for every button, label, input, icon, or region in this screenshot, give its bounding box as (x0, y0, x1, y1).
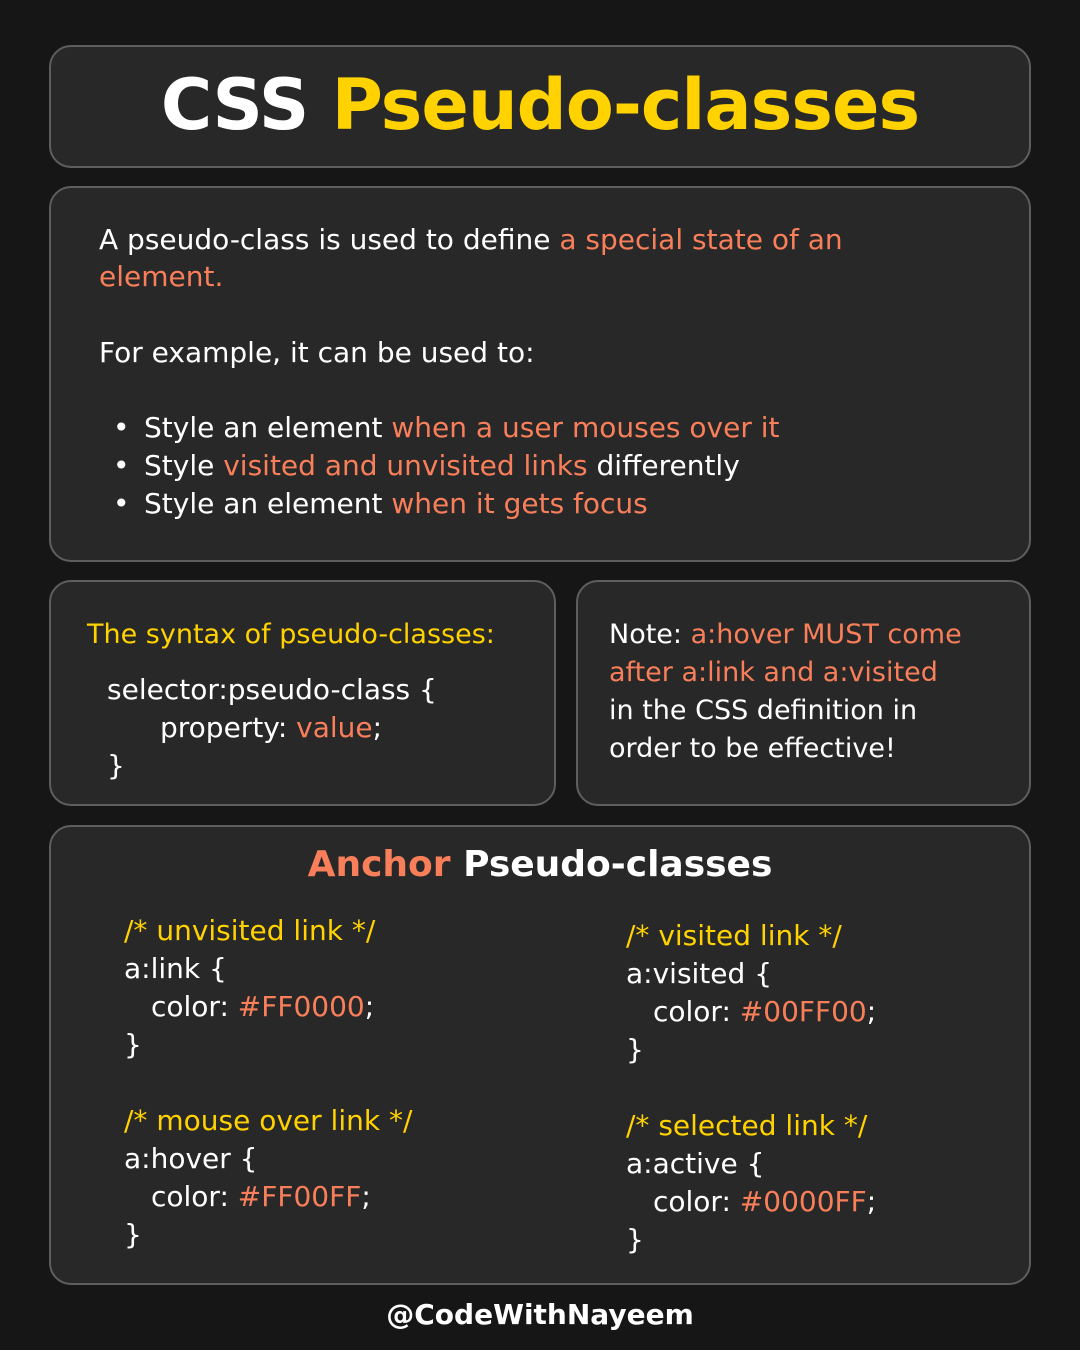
page-title (0, 64, 1080, 146)
bullet-text: Style an element (144, 487, 392, 520)
syntax-value: value (296, 711, 373, 744)
code-value: #0000FF (739, 1185, 867, 1218)
bullet-highlight: when a user mouses over it (391, 411, 780, 444)
bullet-item (144, 485, 648, 523)
anchor-title-highlight: Anchor (307, 844, 451, 885)
title-css: CSS (160, 64, 309, 146)
syntax-line-selector: selector:pseudo-class { (107, 673, 437, 706)
code-prop-name: color: (151, 990, 238, 1023)
bullet-dot: • (113, 449, 130, 482)
bullet-text: Style (144, 449, 224, 482)
code-close: } (124, 1028, 142, 1061)
code-property (151, 1178, 371, 1216)
code-property (653, 1183, 876, 1221)
bullet-tail: differently (587, 449, 740, 482)
code-close: } (626, 1223, 644, 1256)
bullet-dot: • (113, 487, 130, 520)
code-prop-name: color: (653, 995, 740, 1028)
code-semicolon: ; (866, 995, 877, 1028)
code-semicolon: ; (361, 1180, 371, 1213)
syntax-line-property (160, 709, 382, 747)
bullet-highlight: visited and unvisited links (223, 449, 588, 482)
author-handle: @CodeWithNayeem (386, 1298, 694, 1331)
syntax-heading: The syntax of pseudo-classes: (87, 619, 495, 650)
code-selector: a:visited { (626, 957, 773, 990)
code-value: #FF0000 (237, 990, 365, 1023)
bullet-text: Style an element (144, 411, 392, 444)
code-comment: /* mouse over link */ (124, 1104, 413, 1137)
note-label: Note: (609, 619, 691, 650)
anchor-card (49, 825, 1031, 1285)
note-line-1 (609, 616, 962, 654)
anchor-title-rest: Pseudo-classes (450, 844, 773, 885)
bullet-dot: • (113, 411, 130, 444)
note-line-2: after a:link and a:visited (609, 657, 938, 688)
code-selector: a:active { (626, 1147, 765, 1180)
intro-line-2: element. (99, 260, 224, 293)
intro-highlight: a special state of an (559, 223, 843, 256)
syntax-property: property: (160, 711, 297, 744)
anchor-title (0, 842, 1080, 888)
bullet-highlight: when it gets focus (391, 487, 648, 520)
example-lead: For example, it can be used to: (99, 336, 535, 369)
bullet-item (144, 447, 740, 485)
note-line-3: in the CSS definition in (609, 695, 918, 726)
code-comment: /* unvisited link */ (124, 914, 376, 947)
code-semicolon: ; (866, 1185, 877, 1218)
note-highlight-1: a:hover MUST come (690, 619, 962, 650)
code-prop-name: color: (653, 1185, 740, 1218)
syntax-semicolon: ; (372, 711, 383, 744)
intro-text: A pseudo-class is used to define (99, 223, 560, 256)
bullet-item (144, 409, 780, 447)
code-prop-name: color: (151, 1180, 238, 1213)
code-comment: /* selected link */ (626, 1109, 868, 1142)
code-selector: a:hover { (124, 1142, 258, 1175)
code-value: #FF00FF (237, 1180, 362, 1213)
code-close: } (124, 1218, 142, 1251)
title-pseudo-classes: Pseudo-classes (331, 64, 920, 146)
code-property (151, 988, 374, 1026)
intro-line-1 (99, 221, 843, 259)
note-line-4: order to be effective! (609, 733, 896, 764)
code-selector: a:link { (124, 952, 227, 985)
syntax-line-close: } (107, 749, 125, 782)
code-comment: /* visited link */ (626, 919, 842, 952)
code-property (653, 993, 876, 1031)
code-value: #00FF00 (739, 995, 867, 1028)
code-close: } (626, 1033, 644, 1066)
code-semicolon: ; (364, 990, 375, 1023)
